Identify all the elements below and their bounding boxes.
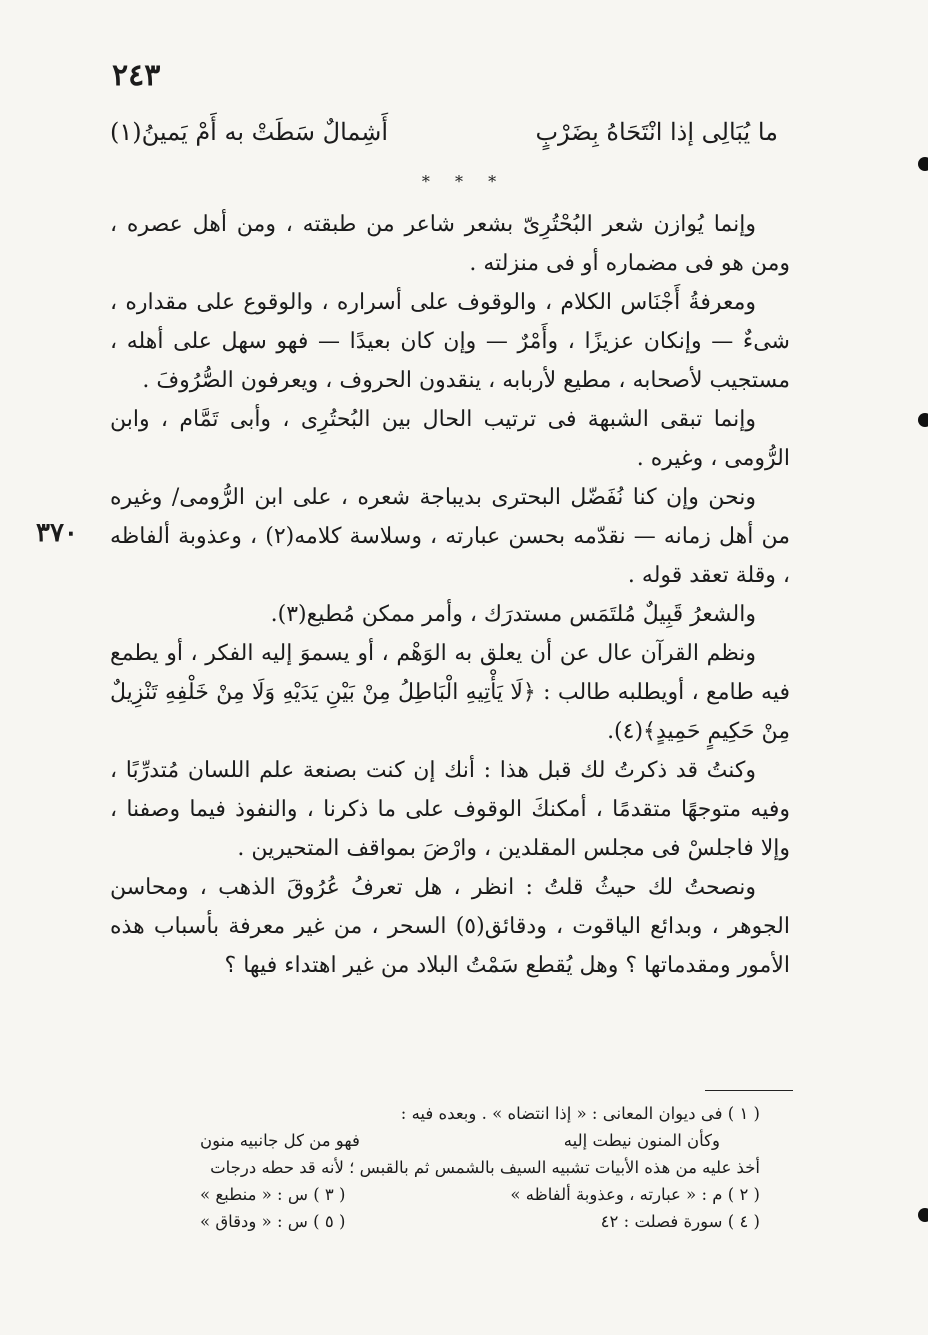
main-text bbox=[110, 205, 790, 985]
footnote-5: ( ٥ ) س : « ودقاق » bbox=[200, 1212, 346, 1231]
footnote-verse-second: فهو من كل جانبيه منون bbox=[200, 1131, 360, 1150]
paragraph: وإنما تبقى الشبهة فى ترتيب الحال بين البُحتُرِى ، وأبى تَمَّام ، وابن الرُّومى ، وغيره . bbox=[110, 407, 790, 471]
footnote-row bbox=[200, 1181, 760, 1208]
footnote-1-verse bbox=[200, 1127, 760, 1154]
binding-hole-mark bbox=[918, 413, 928, 427]
paragraph: وإنما يُوازن شعر البُحْتُرِىّ بشعر شاعر من طبقته ، ومن أهل عصره ، ومن هو فى مضماره أو فى منزلته . bbox=[110, 212, 790, 276]
footnote-divider bbox=[705, 1090, 793, 1091]
paragraph: ونصحتُ لك حيثُ قلتُ : انظر ، هل تعرفُ عُرُوقَ الذهب ، ومحاسن الجوهر ، وبدائع الياقوت ، ودقائق(٥) السحر ، من غير معرفة بأسباب هذه الأمور ومقدماتها ؟ وهل يُقطع سَمْتُ البلاد من غير اهتداء فيها ؟ bbox=[110, 875, 790, 978]
footnote-3: ( ٣ ) س : « منطبع » bbox=[200, 1185, 346, 1204]
verse-second-hemistich: أَشِمالٌ سَطَتْ به أَمْ يَمينُ(١) bbox=[110, 118, 389, 146]
paragraph: ونظم القرآن عال عن أن يعلق به الوَهْم ، أو يسموَ إليه الفكر ، أو يطمع فيه طامع ، أويطلبه طالب : ﴿لَا يَأْتِيهِ الْبَاطِلُ مِنْ بَيْنِ يَدَيْهِ وَلَا مِنْ خَلْفِهِ تَنْزِيلٌ مِنْ حَكِيمٍ حَمِيدٍ﴾(٤). bbox=[110, 641, 790, 744]
footnote-1-note: أخذ عليه من هذه الأبيات تشبيه السيف بالشمس ثم بالقبس ؛ لأنه قد حطه درجات bbox=[210, 1158, 760, 1177]
paragraph: والشعرُ قَبِيلٌ مُلتَمَس مستدرَك ، وأمر ممكن مُطيع(٣). bbox=[270, 602, 756, 627]
footnote-1: ( ١ ) فى ديوان المعانى : « إذا انتضاه » . وبعده فيه : bbox=[400, 1104, 760, 1123]
paragraph: وكنتُ قد ذكرتُ لك قبل هذا : أنك إن كنت بصنعة علم اللسان مُتدرِّبًا ، وفيه متوجهًا متقدمًا ، أمكنكَ الوقوف على ما ذكرنا ، والنفوذ فيما وصفنا ، وإلا فاجلسْ فى مجلس المقلدين ، وارْضَ بمواقف المتحيرين . bbox=[110, 758, 791, 861]
footnote-row bbox=[200, 1208, 760, 1235]
section-separator: * * * bbox=[421, 172, 507, 191]
page-number: ٢٤٣ bbox=[112, 58, 161, 93]
footnotes bbox=[200, 1100, 760, 1235]
footnote-verse-first: وكأن المنون نيطت إليه bbox=[563, 1131, 720, 1150]
margin-page-reference: ٣٧٠ bbox=[36, 518, 78, 548]
paragraph: ومعرفةُ أَجْنَاس الكلام ، والوقوف على أسراره ، والوقوع على مقداره ، شىءٌ — وإنكان عزيزًا ، وأَمْرٌ — وإن كان بعيدًا — فهو سهل على أهله ، مستجيب لأصحابه ، مطيع لأربابه ، ينقدون الحروف ، ويعرفون الصُّرُوفَ . bbox=[110, 290, 790, 393]
poetry-verse bbox=[110, 118, 778, 162]
footnote-2: ( ٢ ) م : « عبارته ، وعذوبة ألفاظه » bbox=[510, 1185, 760, 1204]
binding-hole-mark bbox=[918, 1208, 928, 1222]
paragraph: ونحن وإن كنا نُفَضّل البحترى بديباجة شعره ، على ابن الرُّومى/ وغيره من أهل زمانه — نقدّمه بحسن عبارته ، وسلاسة كلامه(٢) ، وعذوبة ألفاظه ، وقلة تعقد قوله . bbox=[110, 485, 790, 588]
verse-first-hemistich: ما يُبَالِى إذا انْتَحَاهُ بِضَرْبٍ bbox=[535, 118, 778, 146]
binding-hole-mark bbox=[918, 157, 928, 171]
footnote-4: ( ٤ ) سورة فصلت : ٤٢ bbox=[600, 1212, 760, 1231]
